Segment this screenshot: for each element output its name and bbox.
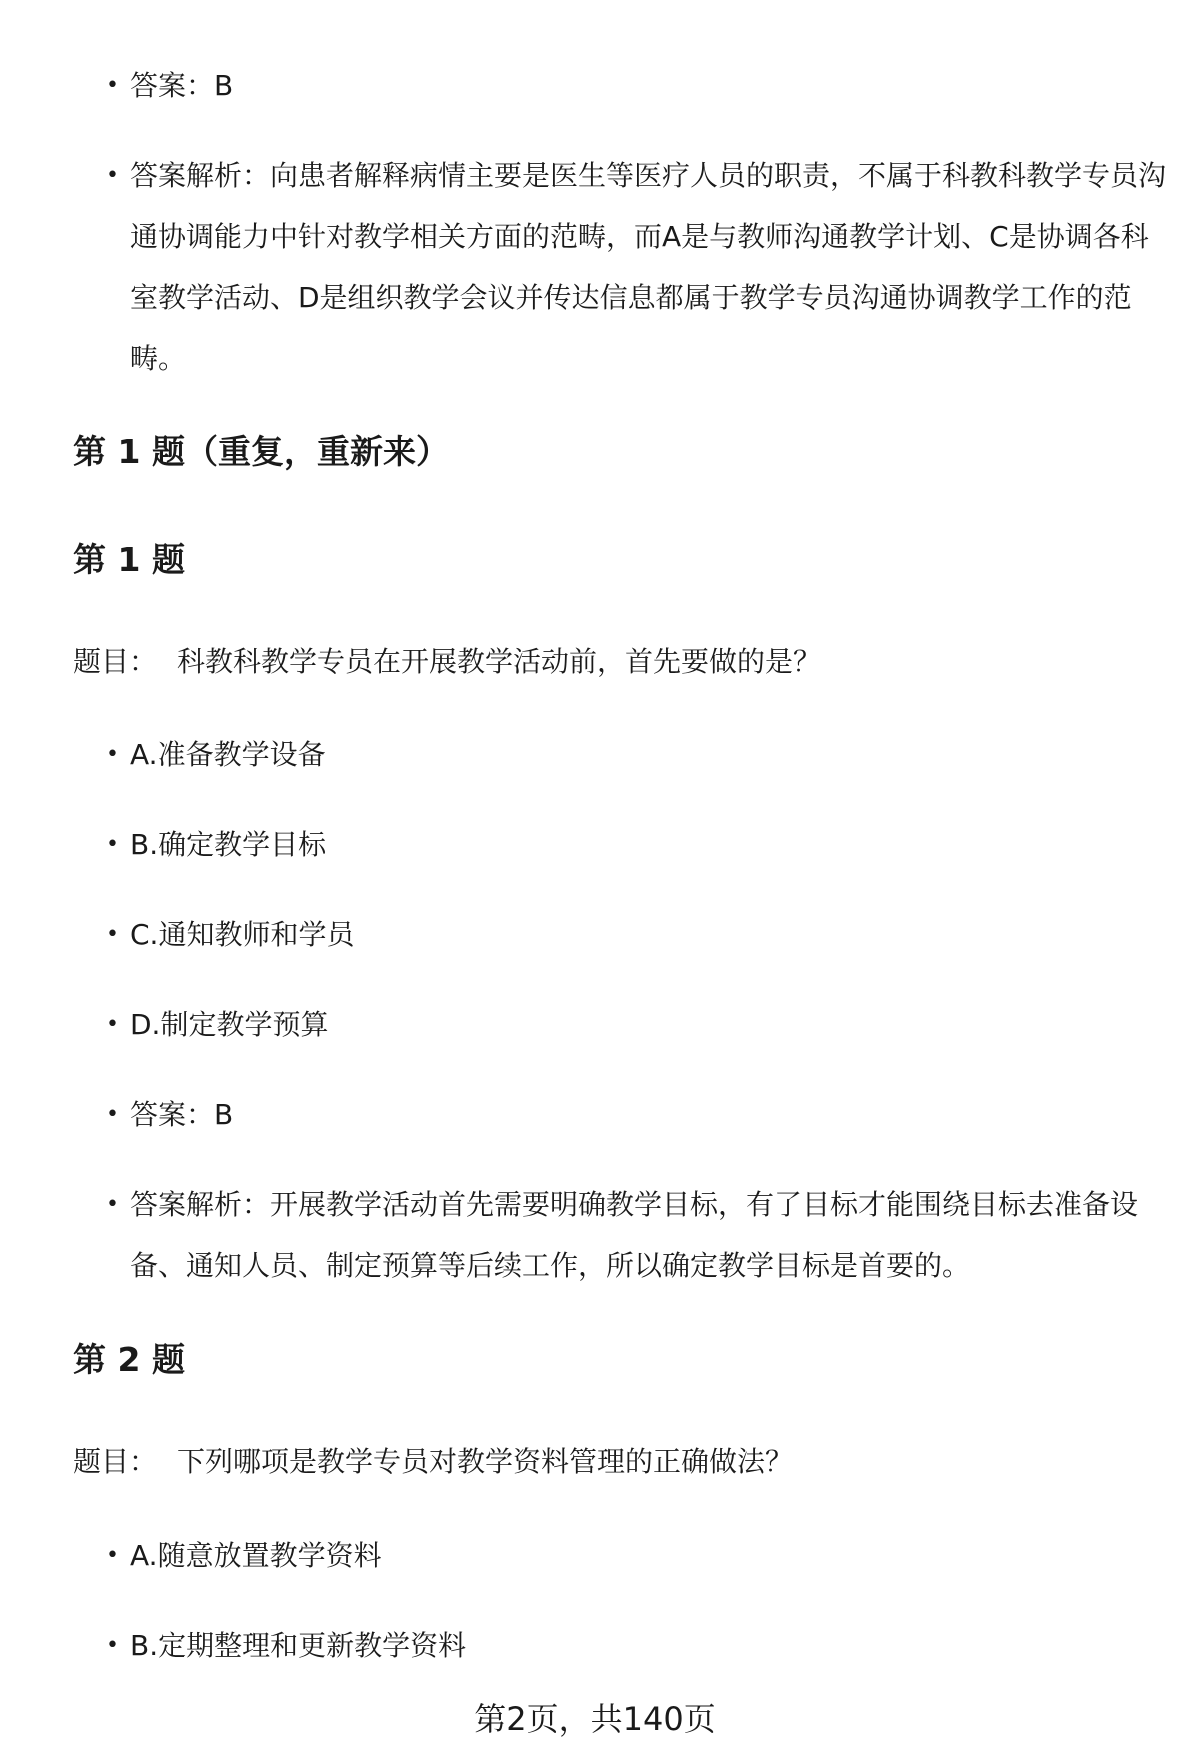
question-prefix: 题目： [73, 1445, 158, 1478]
option-text: B.确定教学目标 [130, 828, 327, 861]
question-prefix: 题目： [73, 645, 158, 678]
bullet-icon: • [106, 163, 119, 188]
bullet-icon: • [106, 742, 119, 767]
bullet-icon: • [106, 1102, 119, 1127]
question-text: 下列哪项是教学专员对教学资料管理的正确做法？ [177, 1445, 794, 1478]
question-heading: 第 2 题 [73, 1340, 185, 1379]
list-item [106, 1174, 1170, 1296]
bullet-icon: • [106, 832, 119, 857]
option-item [106, 1525, 1170, 1586]
question-stem [73, 638, 821, 686]
question-heading: 第 1 题 [73, 540, 185, 579]
list-item [106, 55, 1170, 116]
list-item [106, 1084, 1170, 1145]
option-item [106, 994, 1170, 1055]
option-item [106, 724, 1170, 785]
bullet-icon: • [106, 1633, 119, 1658]
bullet-icon: • [106, 73, 119, 98]
option-text: C.通知教师和学员 [130, 918, 355, 951]
option-item [106, 904, 1170, 965]
bullet-icon: • [106, 1012, 119, 1037]
option-text: D.制定教学预算 [130, 1008, 329, 1041]
list-item [106, 145, 1170, 389]
option-item [106, 814, 1170, 875]
answer-explanation: 答案解析：开展教学活动首先需要明确教学目标，有了目标才能围绕目标去准备设备、通知人员、制定预算等后续工作，所以确定教学目标是首要的。 [130, 1188, 1139, 1282]
bullet-icon: • [106, 1192, 119, 1217]
option-text: A.准备教学设备 [130, 738, 326, 771]
page-number: 第2页，共140页 [474, 1700, 716, 1738]
question-text: 科教科教学专员在开展教学活动前，首先要做的是？ [177, 645, 822, 678]
answer-text: 答案：B [130, 1098, 234, 1131]
option-item [106, 1615, 1170, 1676]
bullet-icon: • [106, 922, 119, 947]
answer-text: 答案：B [130, 69, 234, 102]
section-heading: 第 1 题（重复，重新来） [73, 432, 449, 471]
answer-explanation: 答案解析：向患者解释病情主要是医生等医疗人员的职责，不属于科教科教学专员沟通协调能力中针对教学相关方面的范畴，而A是与教师沟通教学计划、C是协调各科室教学活动、D是组织教学会议并传达信息都属于教学专员沟通协调教学工作的范畴。 [130, 159, 1167, 375]
bullet-icon: • [106, 1543, 119, 1568]
option-text: B.定期整理和更新教学资料 [130, 1629, 467, 1662]
option-text: A.随意放置教学资料 [130, 1539, 382, 1572]
question-stem [73, 1438, 793, 1486]
